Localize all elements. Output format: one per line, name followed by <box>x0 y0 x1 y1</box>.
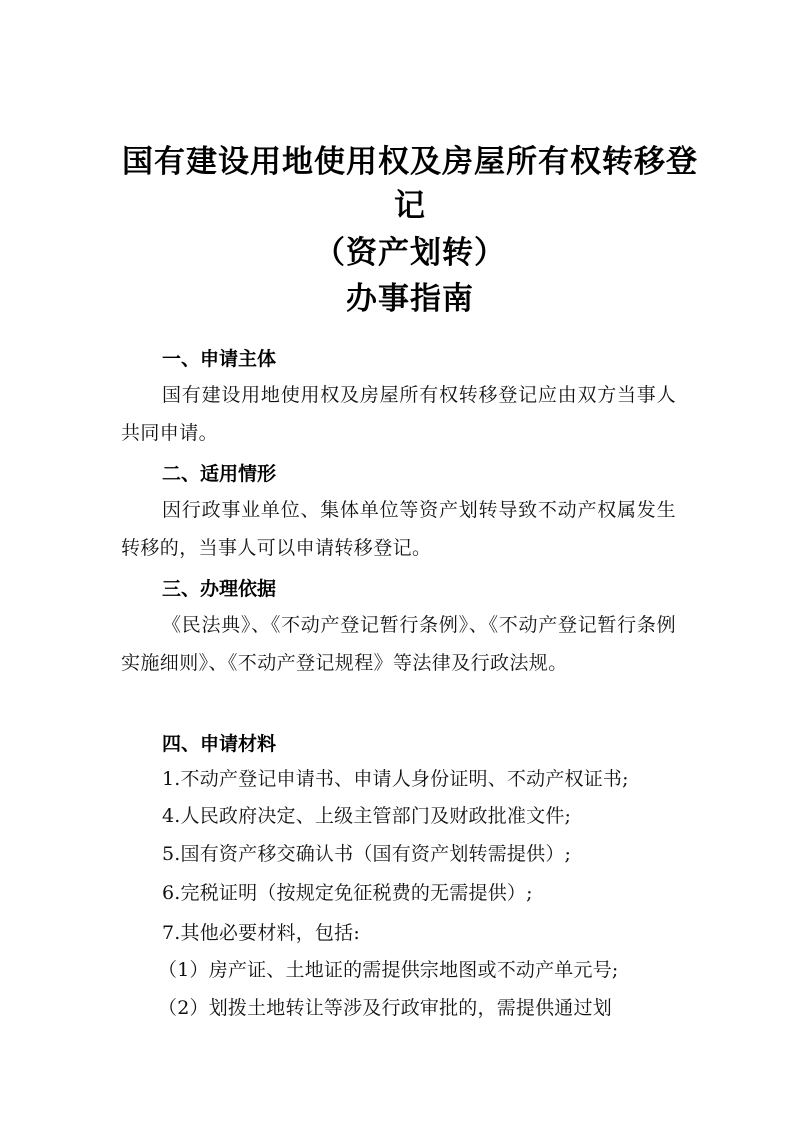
title-line-2: 记 <box>394 188 426 224</box>
title-line-4: 办事指南 <box>346 281 474 317</box>
materials-item: 1.不动产登记申请书、申请人身份证明、不动产权证书; <box>162 768 629 790</box>
document-title <box>100 140 720 321</box>
materials-item: 4.人民政府决定、上级主管部门及财政批准文件; <box>162 805 572 827</box>
section-heading-materials: 四、申请材料 <box>162 733 277 755</box>
section-heading-basis: 三、办理依据 <box>162 578 277 600</box>
section-text-scope: 因行政事业单位、集体单位等资产划转导致不动产权属发生转移的，当事人可以申请转移登记。 <box>121 499 676 559</box>
section-text-basis: 《民法典》、《不动产登记暂行条例》、《不动产登记暂行条例实施细则》、《不动产登记规程》等法律及行政法规。 <box>121 614 676 674</box>
section-heading-applicant: 一、申请主体 <box>162 348 277 370</box>
section-text-applicant: 国有建设用地使用权及房屋所有权转移登记应由双方当事人共同申请。 <box>121 384 676 444</box>
section-heading-scope: 二、适用情形 <box>162 463 277 485</box>
materials-subitem: （2）划拨土地转让等涉及行政审批的，需提供通过划 <box>158 997 612 1019</box>
materials-item: 6.完税证明（按规定免征税费的无需提供）; <box>162 882 533 904</box>
materials-subitem: （1）房产证、土地证的需提供宗地图或不动产单元号; <box>158 959 619 981</box>
materials-item: 5.国有资产移交确认书（国有资产划转需提供）; <box>162 843 572 865</box>
title-line-3: （资产划转） <box>314 235 506 271</box>
title-line-1: 国有建设用地使用权及房屋所有权转移登 <box>122 144 698 180</box>
materials-item: 7.其他必要材料，包括: <box>162 922 360 944</box>
